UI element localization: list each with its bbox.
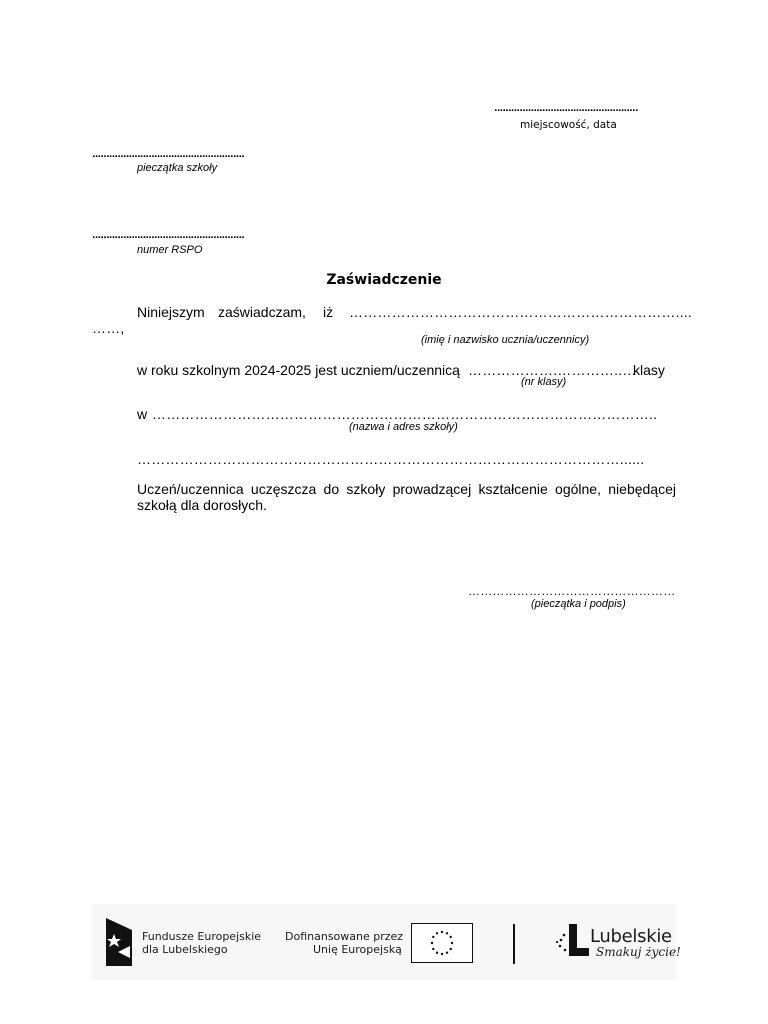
line1-word1: Niniejszym xyxy=(137,304,205,320)
school-name-address-label: (nazwa i adres szkoły) xyxy=(349,421,458,433)
school-stamp-label: pieczątka szkoły xyxy=(137,162,218,174)
lubelskie-logo-icon xyxy=(555,922,591,958)
class-number-label: (nr klasy) xyxy=(521,376,567,388)
rspo-number-field[interactable]: ...................................................... xyxy=(92,231,245,241)
signature-label: (pieczątka i podpis) xyxy=(531,598,626,610)
school-name-address-field[interactable]: …………………………………………………………………………………………….. xyxy=(152,406,658,422)
footer-divider xyxy=(513,924,515,964)
rspo-number-label: numer RSPO xyxy=(137,244,203,256)
student-name-label: (imię i nazwisko ucznia/uczennicy) xyxy=(421,334,590,346)
class-number-field[interactable]: ……………….…………..… xyxy=(468,362,637,378)
date-field[interactable]: ................................................... xyxy=(494,104,638,114)
class-suffix: klasy xyxy=(633,362,665,378)
fundusze-europejskie-logo xyxy=(104,916,134,968)
lubelskie-name: Lubelskie xyxy=(590,926,672,947)
statement-paragraph: Uczeń/uczennica uczęszcza do szkoły prowadzącej kształcenie ogólne, niebędącej szkołą dla dorosłych. xyxy=(137,481,676,513)
line1-word3: iż xyxy=(323,304,334,320)
date-label: miejscowość, data xyxy=(520,119,617,131)
school-year-text: w roku szkolnym 2024-2025 jest uczniem/uczennicą xyxy=(137,362,460,378)
footer-logos xyxy=(92,904,681,980)
eu-flag-icon xyxy=(411,923,473,963)
line1-word2: zaświadczam, xyxy=(218,304,306,320)
document-title: Zaświadczenie xyxy=(326,272,442,288)
fe-logo-line2: dla Lubelskiego xyxy=(142,943,228,956)
fe-logo-line1: Fundusze Europejskie xyxy=(142,930,262,943)
student-name-field[interactable]: …………………………………………………………….... xyxy=(349,304,692,320)
signature-field[interactable]: …………………………………………… xyxy=(468,584,676,598)
student-name-field-continuation[interactable]: ……, xyxy=(92,320,125,336)
school-prefix: w xyxy=(137,406,148,422)
school-stamp-field[interactable]: ...................................................... xyxy=(92,150,245,160)
lubelskie-slogan: Smakuj życie! xyxy=(596,945,681,959)
school-name-address-field-continuation[interactable]: …………………………………………………………………………………………...... xyxy=(137,451,645,467)
eu-cofinanced-line1: Dofinansowane przez xyxy=(285,930,404,943)
eu-cofinanced-line2: Unię Europejską xyxy=(313,943,402,956)
